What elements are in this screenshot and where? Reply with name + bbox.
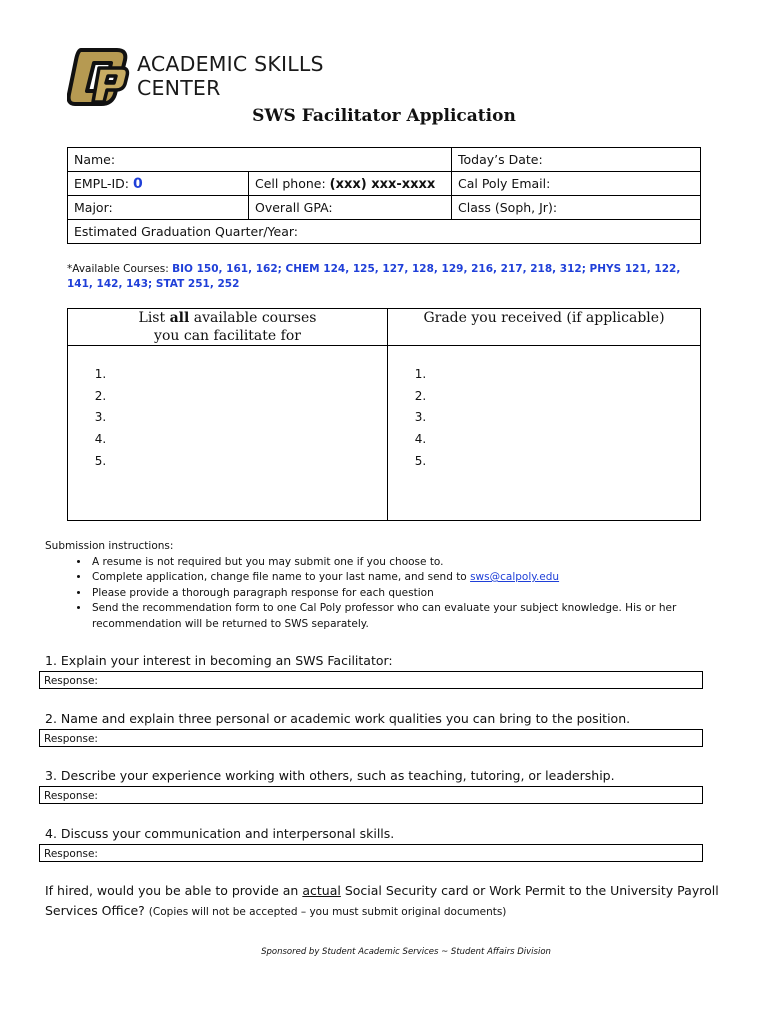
- submission-item: • Send the recommendation form to one Cal Poly professor who can evaluate your subject knowledge. His or her recommendation will be returned to SWS separately.: [90, 601, 685, 632]
- cell-phone-field[interactable]: [249, 172, 452, 196]
- submission-item: • A resume is not required but you may submit one if you choose to.: [90, 555, 685, 571]
- submission-item: [90, 570, 685, 586]
- grade-column-header: [388, 309, 701, 346]
- major-field[interactable]: [68, 196, 249, 220]
- logo-line1: ACADEMIC SKILLS: [137, 52, 324, 76]
- grade-item[interactable]: [430, 386, 700, 408]
- email-label: Cal Poly Email:: [458, 176, 551, 191]
- hired-pre: If hired, would you be able to provide an: [45, 883, 299, 898]
- submission-item2-text: Complete application, change file name to your last name, and send to: [92, 571, 467, 583]
- todays-date-field[interactable]: [452, 148, 701, 172]
- grade-item[interactable]: [430, 429, 700, 451]
- course-item[interactable]: [110, 407, 387, 429]
- response-field-4[interactable]: Response:: [39, 844, 703, 862]
- todays-date-label: Today’s Date:: [458, 152, 543, 167]
- gpa-label: Overall GPA:: [255, 200, 333, 215]
- applicant-info-table: [67, 147, 701, 244]
- grades-list-cell[interactable]: [388, 346, 701, 521]
- submission-item: • Please provide a thorough paragraph response for each question: [90, 586, 685, 602]
- question-2: 2. Name and explain three personal or academic work qualities you can bring to the position.: [45, 711, 631, 726]
- courses-numbered-list: [68, 364, 387, 473]
- course-item[interactable]: [110, 451, 387, 473]
- empl-id-value: 0: [132, 175, 143, 192]
- course-item[interactable]: [110, 364, 387, 386]
- footer-sponsor: Sponsored by Student Academic Services ~ Student Affairs Division: [261, 947, 551, 957]
- submission-heading: Submission instructions:: [45, 540, 174, 552]
- courses-label: *Available Courses:: [67, 263, 169, 275]
- email-field[interactable]: [452, 172, 701, 196]
- cell-phone-value: (xxx) xxx-xxxx: [329, 176, 436, 192]
- hired-actual: actual: [302, 883, 341, 898]
- major-label: Major:: [74, 200, 113, 215]
- page-title: SWS Facilitator Application: [252, 106, 516, 126]
- hired-note: (Copies will not be accepted – you must submit original documents): [148, 906, 507, 918]
- response-field-2[interactable]: Response:: [39, 729, 703, 747]
- academic-skills-center-logo: [67, 46, 325, 108]
- name-field[interactable]: [68, 148, 452, 172]
- logo-text: [137, 52, 324, 100]
- grades-numbered-list: [388, 364, 700, 473]
- courses-column-header: [68, 309, 388, 346]
- hired-post: Social Security card or Work Permit to the University Payroll Services Office?: [45, 883, 719, 918]
- available-courses: [67, 262, 707, 292]
- col1-bold: all: [169, 310, 190, 326]
- course-item[interactable]: [110, 429, 387, 451]
- sws-email-link[interactable]: sws@calpoly.edu: [470, 571, 560, 583]
- empl-id-label: EMPL-ID:: [74, 175, 129, 191]
- submission-list: [45, 555, 685, 633]
- courses-list-cell[interactable]: [68, 346, 388, 521]
- col2-label: Grade you received (if applicable): [423, 310, 665, 326]
- question-4: 4. Discuss your communication and interpersonal skills.: [45, 826, 395, 841]
- gpa-field[interactable]: [249, 196, 452, 220]
- courses-grades-table: [67, 308, 701, 521]
- hired-question: [45, 881, 735, 922]
- class-label: Class (Soph, Jr):: [458, 200, 558, 215]
- graduation-label: Estimated Graduation Quarter/Year:: [74, 224, 298, 239]
- question-1: 1. Explain your interest in becoming an SWS Facilitator:: [45, 653, 393, 668]
- course-item[interactable]: [110, 386, 387, 408]
- response-field-3[interactable]: Response:: [39, 786, 703, 804]
- grade-item[interactable]: [430, 407, 700, 429]
- col1-pre: List: [138, 310, 166, 326]
- grade-item[interactable]: [430, 451, 700, 473]
- grade-item[interactable]: [430, 364, 700, 386]
- col1-post: available courses: [193, 310, 317, 326]
- class-field[interactable]: [452, 196, 701, 220]
- cp-logo-icon: [67, 46, 131, 108]
- col1-line2: you can facilitate for: [154, 328, 301, 344]
- empl-id-field[interactable]: [68, 172, 249, 196]
- name-label: Name:: [74, 152, 116, 167]
- courses-list: BIO 150, 161, 162; CHEM 124, 125, 127, 128, 129, 216, 217, 218, 312; PHYS 121, 122, 141, 142, 143; STAT 251, 252: [67, 263, 681, 290]
- logo-line2: CENTER: [137, 76, 221, 100]
- question-3: 3. Describe your experience working with others, such as teaching, tutoring, or leadership.: [45, 768, 615, 783]
- response-field-1[interactable]: Response:: [39, 671, 703, 689]
- submission-instructions: [45, 539, 685, 632]
- cell-phone-label: Cell phone:: [255, 175, 326, 191]
- graduation-field[interactable]: [68, 220, 701, 244]
